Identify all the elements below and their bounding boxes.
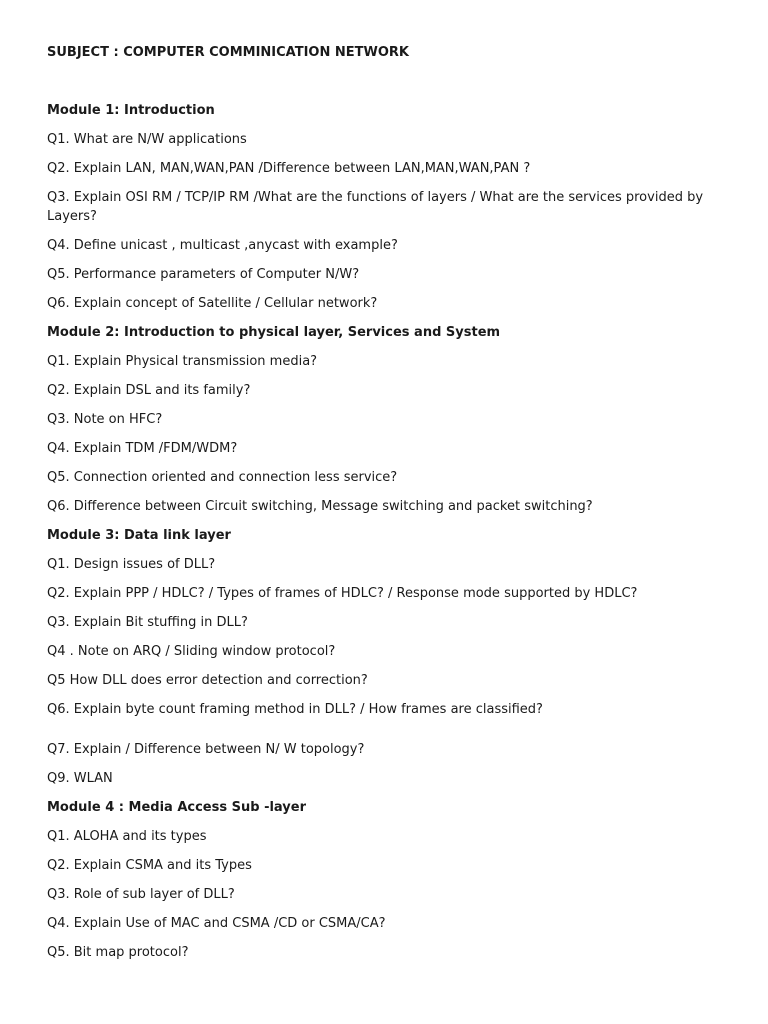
module-3-heading: Module 3: Data link layer [47,528,231,543]
module-3-question-3: Q3. Explain Bit stuffing in DLL? [47,615,248,630]
module-2-heading: Module 2: Introduction to physical layer, Services and System [47,325,501,340]
module-1-question-5: Q5. Performance parameters of Computer N/W? [47,267,360,282]
module-2-question-3: Q3. Note on HFC? [47,412,163,427]
subject-heading: SUBJECT : COMPUTER COMMINICATION NETWORK [47,45,409,60]
module-2-question-4: Q4. Explain TDM /FDM/WDM? [47,441,238,456]
module-4-question-1: Q1. ALOHA and its types [47,829,207,844]
module-4-question-4: Q4. Explain Use of MAC and CSMA /CD or CSMA/CA? [47,916,386,931]
module-1-question-3: Q3. Explain OSI RM / TCP/IP RM /What are the functions of layers / What are the services provided by Layers? [47,190,704,224]
module-3-question-6: Q6. Explain byte count framing method in DLL? / How frames are classified? [47,702,543,717]
module-4-question-2: Q2. Explain CSMA and its Types [47,858,252,873]
module-3-question-7: Q7. Explain / Difference between N/ W topology? [47,742,365,757]
module-1-question-6: Q6. Explain concept of Satellite / Cellular network? [47,296,378,311]
module-4-question-3: Q3. Role of sub layer of DLL? [47,887,235,902]
module-4-question-5: Q5. Bit map protocol? [47,945,189,960]
module-3-question-4: Q4 . Note on ARQ / Sliding window protocol? [47,644,336,659]
module-2-question-5: Q5. Connection oriented and connection less service? [47,470,398,485]
module-1-question-1: Q1. What are N/W applications [47,132,247,147]
module-3-question-1: Q1. Design issues of DLL? [47,557,216,572]
module-1-question-2: Q2. Explain LAN, MAN,WAN,PAN /Difference between LAN,MAN,WAN,PAN ? [47,161,531,176]
module-3-question-5: Q5 How DLL does error detection and correction? [47,673,368,688]
module-2-question-1: Q1. Explain Physical transmission media? [47,354,318,369]
module-2-question-6: Q6. Difference between Circuit switching, Message switching and packet switching? [47,499,593,514]
module-3-question-2: Q2. Explain PPP / HDLC? / Types of frames of HDLC? / Response mode supported by HDLC? [47,586,638,601]
module-3-question-9: Q9. WLAN [47,771,113,786]
module-2-question-2: Q2. Explain DSL and its family? [47,383,251,398]
module-1-question-4: Q4. Define unicast , multicast ,anycast with example? [47,238,398,253]
module-1-heading: Module 1: Introduction [47,103,215,118]
module-4-heading: Module 4 : Media Access Sub -layer [47,800,307,815]
